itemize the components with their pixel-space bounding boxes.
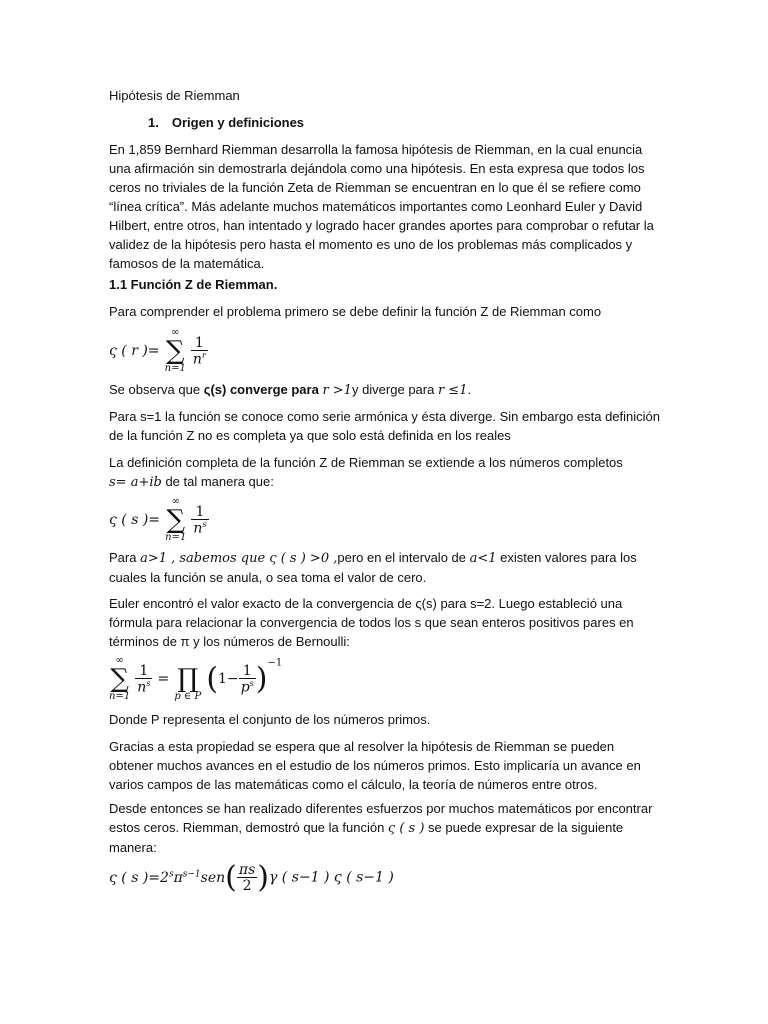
paragraph-armonica: Para s=1 la función se conoce como serie armónica y ésta diverge. Sin embargo esta definición de la función Z no es completa ya que solo está definida en los reales: [109, 409, 660, 443]
paragraph-sabemos: Para a>1 , sabemos que ς ( s ) >0 ,pero en el intervalo de a<1 existen valores para los cuales la función se anula, o sea toma el valor de cero.: [109, 550, 637, 585]
section-heading-origen: 1. Origen y definiciones: [148, 115, 305, 130]
paragraph-desde: Desde entonces se han realizado diferentes esfuerzos por muchos matemáticos por encontrar estos ceros. Riemman, demostró que la función ς ( s ) se puede expresar de la siguiente manera:: [109, 801, 653, 855]
paragraph-intro: En 1,859 Bernhard Riemman desarrolla la famosa hipótesis de Riemman, en la cual enuncia una afirmación sin demostrarla dejándola como una hipótesis. En esta expresa que todos los ceros no triviales de la función Zeta de Riemman se encuentran en lo que él se refiere como “línea crítica”. Más adelante muchos matemáticos importantes como Leonhard Euler y David Hilbert, entre otros, han intentado y logrado hacer grandes aportes para comprobar o refutar la validez de la hipótesis pero hasta el momento es uno de los problemas más complicados y famosos de la matemática.: [109, 142, 654, 271]
section-heading-funcion-z: 1.1 Función Z de Riemman.: [109, 277, 278, 292]
equation-zeta-s: ς ( s )= ∞ ∑ n=1 $\frac{1}{n^s}$: [109, 496, 207, 543]
paragraph-primos: Donde P representa el conjunto de los números primos.: [109, 712, 431, 727]
paragraph-euler: Euler encontró el valor exacto de la convergencia de ς(s) para s=2. Luego estableció una fórmula para relacionar la convergencia de todos los s que sean enteros positivos pares en términos de π y los números de Bernoulli:: [109, 596, 634, 649]
paragraph-definir: Para comprender el problema primero se debe definir la función Z de Riemman como: [109, 304, 602, 319]
document-title: Hipótesis de Riemman: [109, 88, 240, 103]
paragraph-converge: Se observa que ς(s) converge para r >1y diverge para r ≤1.: [109, 382, 472, 398]
equation-euler-product: ∞ ∑ n=1 $\frac{1}{n^s}$ = ∏ p ∈ P (1− $\frac{1}{p^s}$ )$^{-1}$: [109, 655, 283, 702]
paragraph-completa: La definición completa de la función Z de Riemman se extiende a los números completos s= a+ib de tal manera que:: [109, 455, 623, 490]
equation-zeta-r: ς ( r )= ∞ ∑ n=1 $\frac{1}{n^r}$: [109, 327, 206, 374]
paragraph-gracias: Gracias a esta propiedad se espera que al resolver la hipótesis de Riemman se pueden obtener muchos avances en el estudio de los números primos. Esto implicaría un avance en varios campos de las matemáticas como el cálculo, la teoría de números entre otros.: [109, 739, 641, 792]
equation-functional: ς ( s )$=2^s\pi^{s-1}sen$( $\frac{\pi s}{2}$ )γ ( s−1 ) ς ( s−1 ): [109, 860, 394, 895]
